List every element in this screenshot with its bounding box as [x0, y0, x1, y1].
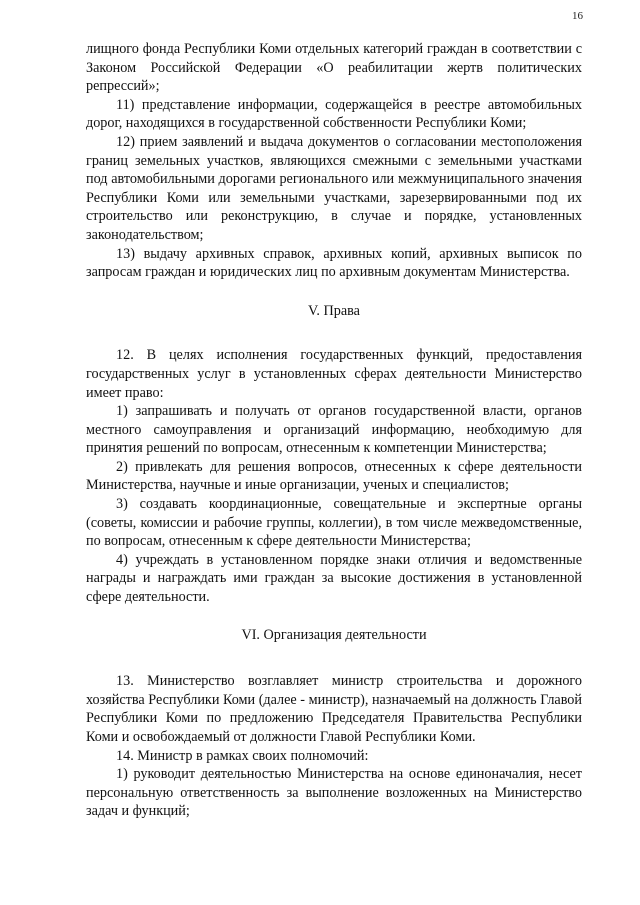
paragraph-clause-13: 13. Министерство возглавляет министр строительства и дорожного хозяйства Республики Коми (далее - министр), назначаемый на должность Главой Республики Коми по предложению Председателя Правительства Республики Коми и освобождаемый от должности Главой Республики Коми. [86, 673, 582, 745]
paragraph-clause-14: 14. Министр в рамках своих полномочий: [116, 747, 369, 764]
paragraph-right-2: 2) привлекать для решения вопросов, отнесенных к сфере деятельности Министерства, научные и иные организации, ученых и специалистов; [86, 458, 582, 494]
page-content [86, 40, 582, 821]
paragraph-continued: лищного фонда Республики Коми отдельных категорий граждан в соответствии с Законом Российской Федерации «О реабилитации жертв политических репрессий»; [86, 41, 582, 95]
section-heading-rights: V. Права [308, 302, 360, 319]
paragraph-clause-12: 12. В целях исполнения государственных функций, предоставления государственных услуг в установленных сферах деятельности Министерство имеет право: [86, 347, 582, 401]
paragraph-right-1: 1) запрашивать и получать от органов государственной власти, органов местного самоуправления и организаций информацию, необходимую для принятия решений по вопросам, отнесенным к компетенции Министерства; [86, 403, 582, 457]
paragraph-minister-power-1: 1) руководит деятельностью Министерства на основе единоначалия, несет персональную ответственность за выполнение возложенных на Министерство задач и функций; [86, 766, 582, 820]
paragraph-right-4: 4) учреждать в установленном порядке знаки отличия и ведомственные награды и награждать ими граждан за высокие достижения в установленной сфере деятельности. [86, 551, 582, 606]
paragraph-right-3: 3) создавать координационные, совещательные и экспертные органы (советы, комиссии и рабочие группы, коллегии), в том числе межведомственные, по вопросам, отнесенным к сфере деятельности Министерства; [86, 496, 582, 550]
paragraph-item-13: 13) выдачу архивных справок, архивных копий, архивных выписок по запросам граждан и юридических лиц по архивным документам Министерства. [86, 245, 582, 281]
paragraph-item-12: 12) прием заявлений и выдача документов о согласовании местоположения границ земельных участков, являющихся смежными с земельными участками под автомобильными дорогами регионального или межмуниципального значения Республики Коми или земельными участками, зарезервированными под их строительство или реконструкцию, в случае и порядке, установленных законодательством; [86, 133, 582, 243]
paragraph-item-11: 11) представление информации, содержащейся в реестре автомобильных дорог, находящихся в государственной собственности Республики Коми; [86, 96, 582, 132]
page-number: 16 [572, 10, 583, 22]
section-heading-organization: VI. Организация деятельности [241, 626, 427, 643]
